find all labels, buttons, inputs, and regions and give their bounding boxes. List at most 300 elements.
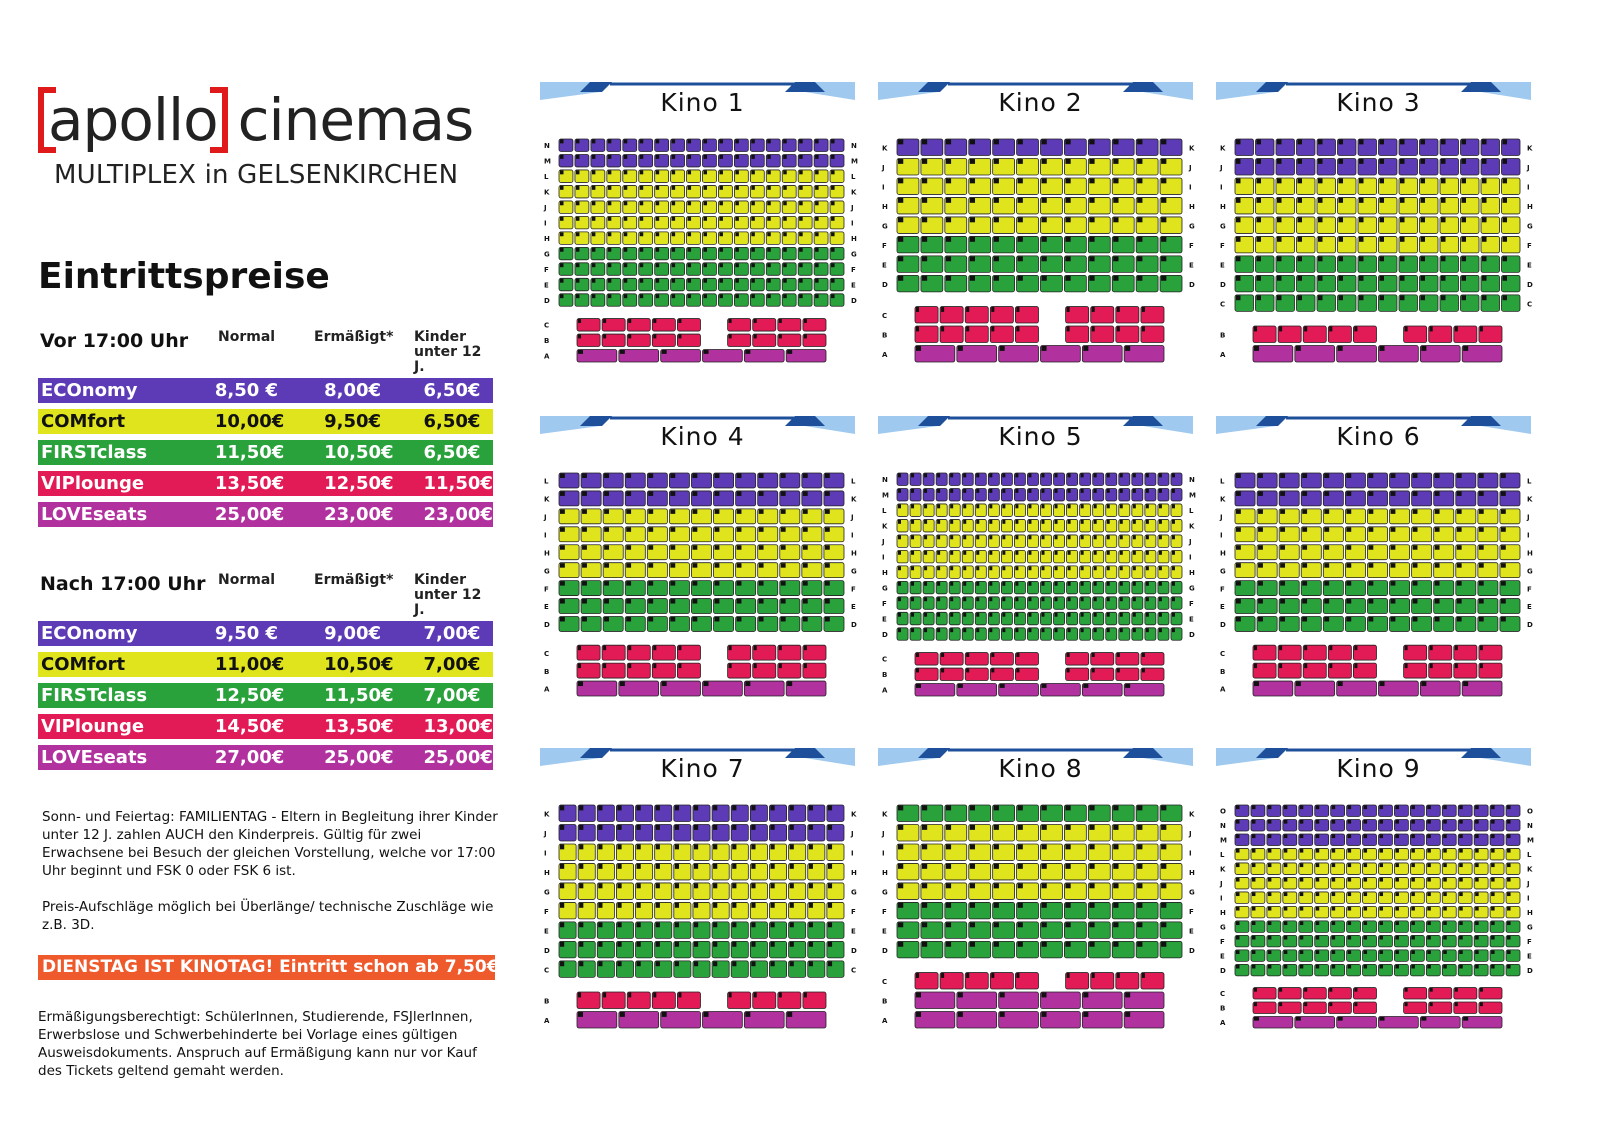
seat-marker (1137, 825, 1142, 830)
seat-marker (576, 217, 580, 221)
seat-marker (770, 825, 774, 830)
seat-marker (1359, 295, 1364, 300)
seat-marker (803, 545, 808, 549)
logo-brand (38, 80, 473, 160)
seat-marker (1348, 907, 1352, 911)
seat-marker (692, 545, 697, 549)
seat-marker (579, 903, 583, 908)
seat-marker (1298, 140, 1303, 145)
row-label: J (1527, 879, 1530, 888)
seat-marker (767, 294, 771, 298)
seat-marker (989, 520, 992, 524)
seat-row-J (1219, 509, 1530, 524)
price-normal: 11,50€ (214, 442, 285, 463)
seat-marker (729, 664, 732, 668)
seat-marker (1479, 491, 1484, 495)
seat-marker (1042, 922, 1047, 927)
seat-marker (1411, 907, 1415, 911)
seat-marker (688, 263, 692, 267)
seat-marker (713, 903, 717, 908)
seat-marker (751, 864, 755, 869)
seat-marker (1028, 551, 1031, 555)
seat-marker (1421, 217, 1426, 222)
seat-marker (950, 628, 953, 632)
seat-marker (582, 527, 587, 531)
seat-marker (966, 973, 969, 978)
seat-marker (828, 864, 832, 869)
seat-marker (1120, 551, 1123, 555)
seat-marker (576, 294, 580, 298)
seat-marker (715, 581, 720, 585)
seat-marker (751, 248, 755, 252)
seat-row-K (1220, 863, 1533, 874)
seat-marker (1159, 489, 1162, 493)
seat-marker (1443, 965, 1447, 969)
seat-marker (963, 520, 966, 524)
seat-marker (578, 993, 581, 998)
seat-marker (626, 509, 631, 513)
seat-marker (922, 140, 927, 145)
seat-marker (1359, 140, 1364, 145)
row-label: K (544, 495, 550, 504)
price-normal: 27,00€ (214, 747, 285, 768)
seat-marker (1137, 178, 1142, 183)
row-label: D (1527, 621, 1533, 630)
seat-marker (1421, 346, 1426, 351)
seat-row-D (882, 275, 1195, 291)
seat-marker (626, 527, 631, 531)
seat-marker (688, 186, 692, 190)
seat-marker (578, 335, 581, 339)
seat-marker (560, 217, 564, 221)
seat-marker (1380, 682, 1385, 686)
row-label: K (1527, 495, 1533, 504)
seat-marker (719, 186, 723, 190)
seat-marker (735, 232, 739, 236)
seat-marker (770, 922, 774, 927)
seat-row-B (544, 334, 826, 346)
seat-marker (946, 178, 951, 183)
seat-marker (950, 504, 953, 508)
price-kids: 7,00€ (423, 623, 481, 644)
seat-marker (1252, 849, 1256, 853)
row-label: E (1189, 615, 1194, 624)
seat-marker (719, 294, 723, 298)
seat-marker (1142, 653, 1145, 657)
seat-marker (1421, 178, 1426, 183)
seat-marker (1348, 892, 1352, 896)
seat-marker (1400, 178, 1405, 183)
seat-marker (1016, 653, 1019, 657)
seat-marker (1427, 863, 1431, 867)
seat-marker (916, 993, 921, 998)
seat-marker (1300, 892, 1304, 896)
seat-marker (1067, 973, 1070, 978)
row-label: J (1220, 164, 1223, 173)
seat-marker (1354, 646, 1357, 650)
seat-marker (675, 806, 679, 811)
seat-marker (719, 279, 723, 283)
row-label: F (544, 585, 549, 594)
seat-marker (1339, 198, 1344, 203)
seat-marker (1236, 907, 1240, 911)
seat-marker (1443, 820, 1447, 824)
seat-marker (1503, 159, 1508, 164)
seat-marker (1159, 504, 1162, 508)
seat-marker (1055, 474, 1058, 478)
seat-marker (675, 825, 679, 830)
row-label: J (882, 537, 885, 546)
seat-marker (1236, 878, 1240, 882)
seat-marker (560, 140, 564, 144)
seat-marker (1435, 581, 1440, 585)
seat-marker (1254, 346, 1259, 351)
seat-marker (1277, 256, 1282, 261)
price-reduced: 9,00€ (324, 623, 382, 644)
seat-marker (637, 883, 641, 888)
seat-marker (937, 597, 940, 601)
seat-marker (1068, 551, 1071, 555)
seat-marker (1395, 820, 1399, 824)
seat-marker (1042, 883, 1047, 888)
row-label: D (1220, 966, 1226, 975)
seat-marker (653, 319, 656, 323)
seat-marker (560, 294, 564, 298)
seat-marker (1332, 950, 1336, 954)
seat-marker (1427, 849, 1431, 853)
price-reduced: 13,50€ (324, 716, 394, 737)
seat-marker (804, 335, 807, 339)
seat-marker (713, 844, 717, 849)
seat-marker (648, 599, 653, 603)
seat-marker (751, 263, 755, 267)
seat-marker (1280, 509, 1285, 513)
seat-marker (946, 825, 951, 830)
seat-marker (735, 186, 739, 190)
seat-marker (1092, 653, 1095, 657)
row-label: I (1220, 894, 1223, 903)
seat-marker (994, 942, 999, 947)
seat-marker (1480, 327, 1483, 332)
seat-marker (1421, 159, 1426, 164)
seat-row-J (881, 535, 1192, 547)
seat-marker (692, 491, 697, 495)
seat-marker (1094, 566, 1097, 570)
seat-marker (1329, 988, 1332, 992)
row-label: G (1220, 923, 1226, 932)
seat-marker (626, 617, 631, 621)
seat-marker (1413, 563, 1418, 567)
seat-marker (1133, 566, 1136, 570)
seat-marker (1015, 582, 1018, 586)
seat-marker (751, 232, 755, 236)
seat-marker (970, 806, 975, 811)
seat-marker (1067, 327, 1070, 332)
seat-marker (1172, 597, 1175, 601)
seat-marker (781, 527, 786, 531)
kino-5-seatmap (878, 416, 1203, 716)
seat-marker (640, 186, 644, 190)
seat-marker (898, 217, 903, 222)
seat-marker (1065, 942, 1070, 947)
kino-3-seatmap (1216, 82, 1541, 382)
seat-marker (1298, 159, 1303, 164)
row-label: N (1527, 821, 1533, 830)
row-label: D (851, 296, 857, 305)
seat-marker (759, 545, 764, 549)
row-label: K (1527, 144, 1533, 153)
seat-marker (1298, 256, 1303, 261)
seat-marker (1413, 509, 1418, 513)
price-kids: 6,50€ (423, 442, 481, 463)
seat-marker (1042, 628, 1045, 632)
seat-marker (656, 263, 660, 267)
seat-marker (1332, 921, 1336, 925)
seat-marker (815, 217, 819, 221)
seat-marker (767, 279, 771, 283)
seat-marker (704, 682, 709, 686)
seat-marker (1400, 256, 1405, 261)
seat-marker (809, 922, 813, 927)
price-row-economy (38, 621, 493, 646)
row-label: E (544, 603, 549, 612)
seat-marker (916, 346, 921, 351)
seat-marker (1002, 628, 1005, 632)
seat-marker (1421, 140, 1426, 145)
seat-marker (970, 198, 975, 203)
seat-marker (1159, 520, 1162, 524)
seat-marker (1015, 628, 1018, 632)
seat-marker (924, 566, 927, 570)
seat-marker (946, 942, 951, 947)
seat-marker (1277, 198, 1282, 203)
row-label: C (544, 966, 550, 975)
seat-marker (1364, 863, 1368, 867)
seat-marker (828, 903, 832, 908)
seat-marker (608, 201, 612, 205)
seat-marker (620, 1012, 625, 1017)
seat-marker (787, 682, 792, 686)
seat-row-N (1220, 819, 1533, 830)
seat-marker (608, 279, 612, 283)
row-label: L (882, 507, 887, 516)
seat-marker (1089, 198, 1094, 203)
seat-marker (1482, 178, 1487, 183)
price-kids: 25,00€ (423, 747, 493, 768)
seat-marker (790, 903, 794, 908)
seat-marker (1395, 950, 1399, 954)
seat-marker (783, 263, 787, 267)
seat-marker (1491, 820, 1495, 824)
seat-marker (976, 535, 979, 539)
seat-marker (1338, 346, 1343, 351)
seat-marker (922, 922, 927, 927)
seat-marker (1133, 628, 1136, 632)
seat-marker (1354, 988, 1357, 992)
seat-marker (648, 491, 653, 495)
seat-marker (831, 232, 835, 236)
seat-marker (1081, 474, 1084, 478)
seat-marker (994, 159, 999, 164)
seat-marker (994, 903, 999, 908)
seat-marker (732, 806, 736, 811)
seat-row-G (1220, 217, 1533, 233)
seat-row-H (1220, 197, 1533, 213)
seat-marker (1042, 256, 1047, 261)
seat-marker (1339, 178, 1344, 183)
seat-marker (1146, 551, 1149, 555)
seat-marker (831, 217, 835, 221)
seat-row-L (882, 504, 1194, 516)
seat-marker (1405, 646, 1408, 650)
seat-marker (1411, 921, 1415, 925)
seat-marker (1411, 849, 1415, 853)
seat-marker (898, 806, 903, 811)
seat-marker (1462, 295, 1467, 300)
seat-marker (598, 942, 602, 947)
seat-marker (924, 551, 927, 555)
seat-marker (1107, 489, 1110, 493)
row-label: J (882, 164, 885, 173)
seat-marker (1133, 489, 1136, 493)
seat-marker (1125, 993, 1130, 998)
seat-marker (1172, 613, 1175, 617)
seat-marker (781, 617, 786, 621)
seat-marker (831, 263, 835, 267)
seat-marker (603, 664, 606, 668)
seat-marker (1042, 597, 1045, 601)
seat-marker (970, 942, 975, 947)
seat-marker (1146, 613, 1149, 617)
seat-marker (1120, 520, 1123, 524)
seat-marker (751, 883, 755, 888)
seat-marker (1316, 878, 1320, 882)
seat-marker (1441, 159, 1446, 164)
seat-marker (608, 217, 612, 221)
seat-row-B (1220, 326, 1502, 342)
seat-marker (1354, 664, 1357, 668)
row-label: J (1220, 879, 1223, 888)
seat-marker (1324, 509, 1329, 513)
row-label: J (1189, 537, 1192, 546)
seat-row-B (544, 992, 826, 1008)
seat-marker (1094, 504, 1097, 508)
seat-marker (598, 961, 602, 966)
seat-marker (1065, 217, 1070, 222)
seat-marker (1443, 892, 1447, 896)
seat-marker (1413, 545, 1418, 549)
seat-marker (1252, 834, 1256, 838)
seat-marker (1302, 617, 1307, 621)
seat-marker (781, 599, 786, 603)
seat-marker (560, 922, 564, 927)
row-label: G (882, 584, 888, 593)
seat-marker (1015, 566, 1018, 570)
seat-marker (1113, 256, 1118, 261)
seat-row-H (544, 863, 857, 879)
seat-marker (1359, 217, 1364, 222)
seat-marker (1161, 844, 1166, 849)
seat-marker (1042, 474, 1045, 478)
row-label: E (1527, 952, 1532, 961)
seat-marker (825, 491, 830, 495)
seat-marker (970, 864, 975, 869)
seat-marker (1298, 178, 1303, 183)
seat-marker (751, 201, 755, 205)
seat-marker (970, 140, 975, 145)
seat-marker (688, 201, 692, 205)
seat-marker (783, 186, 787, 190)
seat-marker (688, 217, 692, 221)
row-label: F (1220, 242, 1225, 251)
seat-marker (991, 973, 994, 978)
seat-row-I (544, 527, 854, 542)
seat-marker (1284, 849, 1288, 853)
seat-marker (624, 140, 628, 144)
seat-marker (737, 491, 742, 495)
seat-marker (1395, 965, 1399, 969)
seat-marker (1300, 834, 1304, 838)
seat-marker (578, 682, 583, 686)
row-label: F (1527, 242, 1532, 251)
seat-marker (578, 664, 581, 668)
seat-marker (1107, 566, 1110, 570)
seat-marker (719, 170, 723, 174)
seat-marker (1480, 646, 1483, 650)
seat-marker (922, 942, 927, 947)
seat-marker (1427, 878, 1431, 882)
seat-marker (1081, 551, 1084, 555)
seat-marker (662, 1012, 667, 1017)
seat-marker (1137, 237, 1142, 242)
seat-marker (1430, 646, 1433, 650)
seat-marker (713, 961, 717, 966)
seat-marker (604, 617, 609, 621)
seat-marker (828, 922, 832, 927)
seat-marker (1501, 527, 1506, 531)
seat-marker (1113, 844, 1118, 849)
seat-marker (1475, 806, 1479, 810)
row-label: D (851, 947, 857, 956)
row-label: E (882, 927, 887, 936)
seat-marker (1359, 159, 1364, 164)
seat-marker (1284, 863, 1288, 867)
seat-marker (737, 581, 742, 585)
seat-marker (713, 922, 717, 927)
seat-marker (1455, 664, 1458, 668)
seat-row-C (1220, 295, 1532, 311)
col-kids: Kinder unter 12 J. (414, 329, 482, 375)
seat-marker (1400, 217, 1405, 222)
col-reduced: Ermäßigt* (314, 329, 394, 345)
row-label: C (544, 321, 550, 330)
seat-marker (1042, 993, 1047, 998)
seat-marker (1107, 628, 1110, 632)
seat-marker (735, 263, 739, 267)
seat-marker (729, 319, 732, 323)
seat-marker (1318, 237, 1323, 242)
seat-marker (1065, 159, 1070, 164)
seat-marker (1236, 178, 1241, 183)
seat-marker (715, 491, 720, 495)
row-label: M (1527, 836, 1534, 845)
seat-marker (713, 942, 717, 947)
seat-marker (1254, 1003, 1257, 1007)
seat-marker (815, 201, 819, 205)
seat-marker (1068, 628, 1071, 632)
seatmap-svg (1216, 748, 1541, 1048)
row-label: A (1220, 1018, 1226, 1027)
